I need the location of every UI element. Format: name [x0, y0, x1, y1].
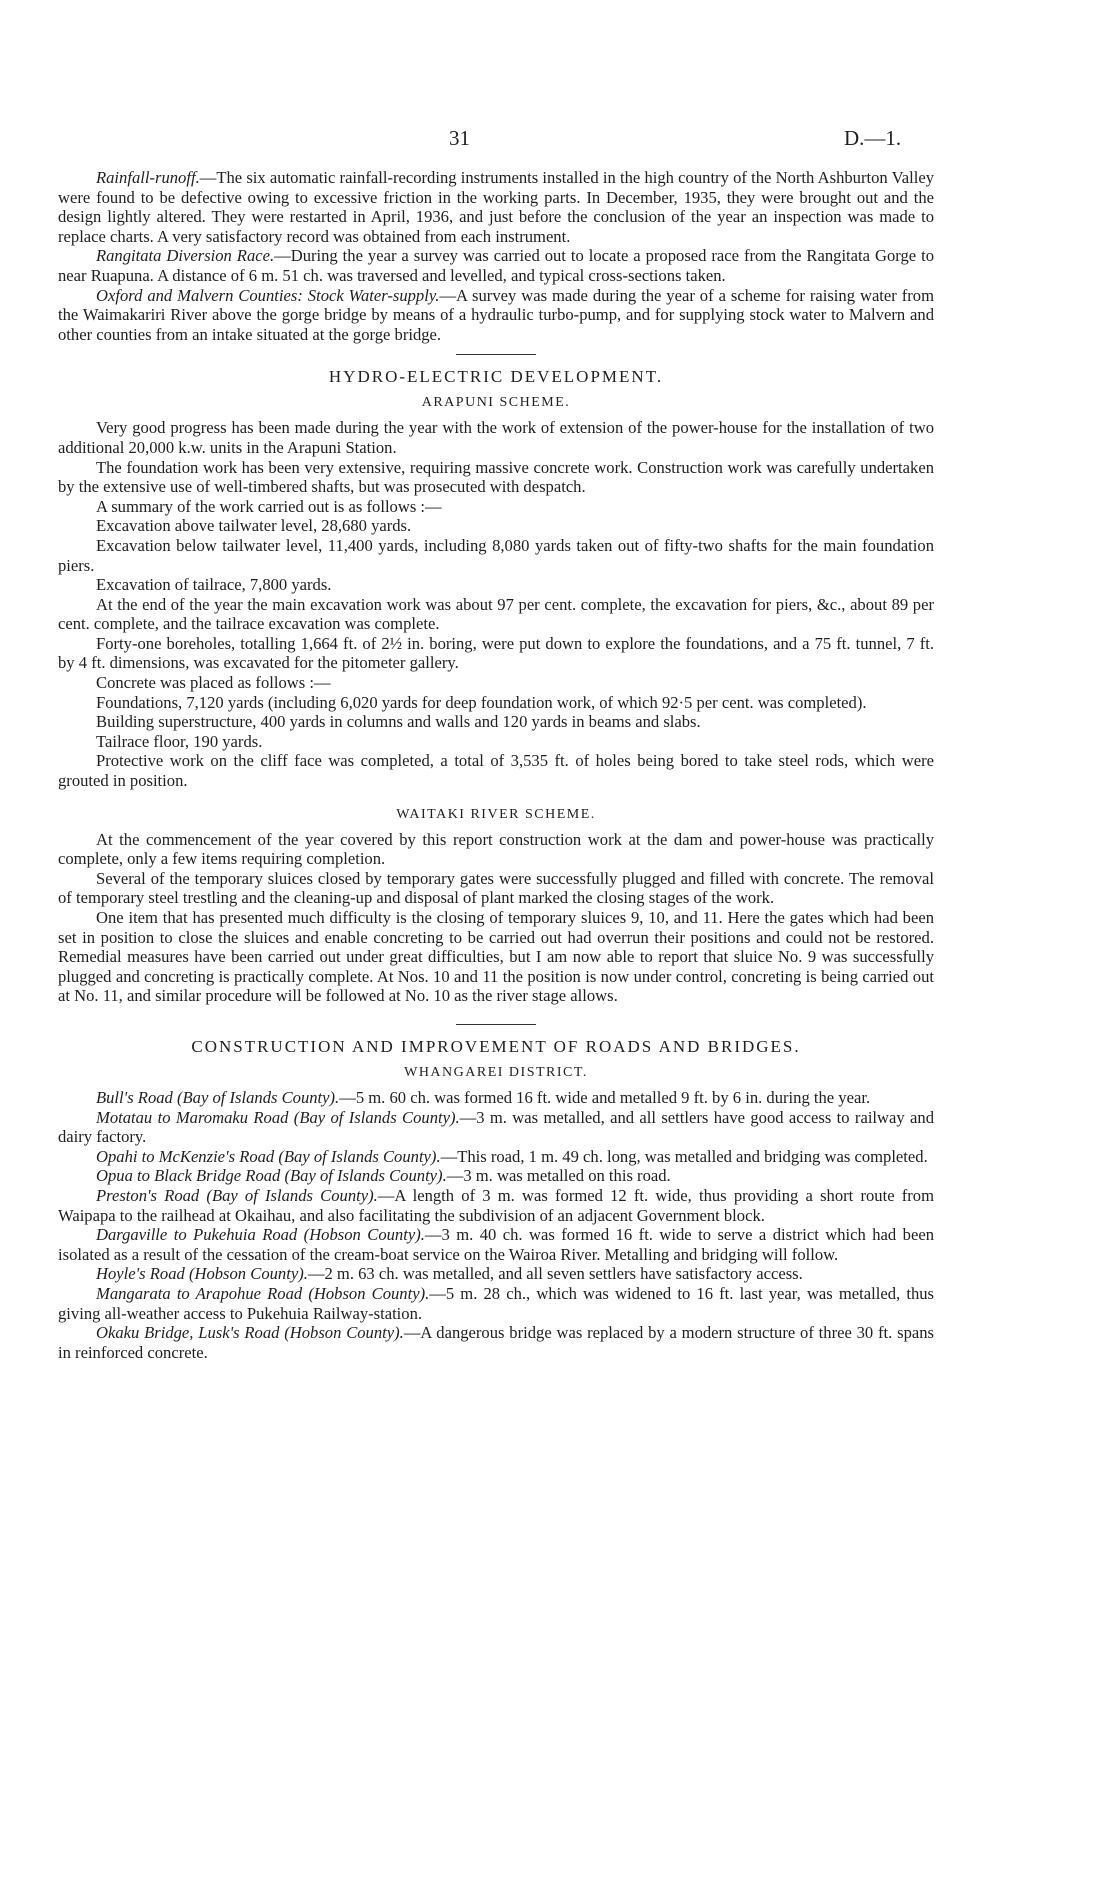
paragraph: Excavation below tailwater level, 11,400 yards, including 8,080 yards taken out of fifty-two shafts for the main foundation piers.: [58, 535, 934, 575]
paragraph: Building superstructure, 400 yards in columns and walls and 120 yards in beams and slabs.: [96, 712, 701, 732]
paragraph-text: —A survey was made during the year of a scheme for raising water from the Waimakariri River above the gorge bridge by means of a hydraulic turbo-pump, and for supplying stock water to Malvern and other counties from an intake situated at the gorge bridge.: [58, 285, 934, 344]
entry-heading: Okaku Bridge, Lusk's Road (Hobson County).: [96, 1323, 404, 1343]
subsection-title: ARAPUNI SCHEME.: [421, 395, 571, 411]
entry-text: —A dangerous bridge was replaced by a modern structure of three 30 ft. spans in reinforced concrete.: [58, 1323, 934, 1362]
paragraph: Excavation of tailrace, 7,800 yards.: [96, 575, 332, 595]
section-title: CONSTRUCTION AND IMPROVEMENT OF ROADS AND BRIDGES.: [191, 1036, 801, 1056]
road-entry: [58, 1284, 934, 1323]
paragraph: Excavation above tailwater level, 28,680 yards.: [96, 516, 412, 536]
intro-section: [58, 168, 934, 344]
section-title: HYDRO-ELECTRIC DEVELOPMENT.: [328, 367, 664, 387]
roads-section: [58, 1037, 934, 1362]
paragraph: One item that has presented much difficulty is the closing of temporary sluices 9, 10, and 11. Here the gates which had been set in position to close the sluices and enable concreting to be carried out had overrun their positions and could not be restored. Remedial measures have been carried out under great difficulties, but I am now able to report that sluice No. 9 was successfully plugged and concreting is practically complete. At Nos. 10 and 11 the position is now under control, concreting is being carried out at No. 11, and similar procedure will be followed at No. 10 as the river stage allows.: [58, 908, 934, 1006]
document-reference: D.—1.: [844, 126, 902, 150]
paragraph: [58, 246, 934, 285]
paragraph: Concrete was placed as follows :—: [96, 673, 331, 693]
entry-text: —2 m. 63 ch. was metalled, and all seven settlers have satisfactory access.: [307, 1264, 803, 1284]
road-entry: [58, 1147, 934, 1167]
page-number: 31: [449, 126, 470, 150]
hydro-section: [58, 367, 934, 1006]
paragraph-heading: Oxford and Malvern Counties: Stock Water-supply.: [96, 285, 440, 305]
entry-heading: Bull's Road (Bay of Islands County).: [96, 1087, 340, 1107]
entry-heading: Motatau to Maromaku Road (Bay of Islands County).: [96, 1107, 460, 1127]
road-entry: [58, 1264, 934, 1284]
paragraph: Very good progress has been made during the year with the work of extension of the power-house for the installation of two additional 20,000 k.w. units in the Arapuni Station.: [58, 418, 934, 457]
road-entry: [58, 1323, 934, 1362]
road-entry: [58, 1186, 934, 1225]
entry-heading: Dargaville to Pukehuia Road (Hobson County).: [96, 1225, 425, 1245]
paragraph: At the end of the year the main excavation work was about 97 per cent. complete, the excavation for piers, &c., about 89 per cent. complete, and the tailrace excavation was complete.: [58, 594, 934, 634]
entry-text: —A length of 3 m. was formed 12 ft. wide, thus providing a short route from Waipapa to the railhead at Okaihau, and also facilitating the subdivision of an adjacent Government block.: [58, 1185, 935, 1225]
entry-heading: Preston's Road (Bay of Islands County).: [96, 1185, 378, 1205]
entry-heading: Mangarata to Arapohue Road (Hobson County).: [96, 1283, 430, 1303]
paragraph-text: —The six automatic rainfall-recording instruments installed in the high country of the North Ashburton Valley were found to be defective owing to excessive friction in the working parts. In December, 1935, they were brought out and the design lightly altered. They were restarted in April, 1936, and just before the conclusion of the year an inspection was made to replace charts. A very satisfactory record was obtained from each instrument.: [58, 168, 934, 246]
paragraph: Tailrace floor, 190 yards.: [96, 731, 263, 751]
paragraph-text: —During the year a survey was carried out to locate a proposed race from the Rangitata Gorge to near Ruapuna. A distance of 6 m. 51 ch. was traversed and levelled, and typical cross-sections taken.: [58, 246, 934, 285]
entry-heading: Opahi to McKenzie's Road (Bay of Islands County).: [96, 1146, 441, 1166]
subsection-title: WHANGAREI DISTRICT.: [404, 1064, 588, 1080]
entry-text: —This road, 1 m. 49 ch. long, was metalled and bridging was completed.: [440, 1146, 928, 1166]
road-entry: [58, 1225, 934, 1264]
paragraph: At the commencement of the year covered by this report construction work at the dam and power-house was practically complete, only a few items requiring completion.: [58, 829, 934, 869]
entry-text: —3 m. was metalled, and all settlers have good access to railway and dairy factory.: [58, 1107, 934, 1147]
paragraph: [58, 168, 934, 246]
entry-heading: Opua to Black Bridge Road (Bay of Islands County).: [96, 1166, 447, 1186]
paragraph: A summary of the work carried out is as follows :—: [96, 496, 442, 516]
entry-text: —3 m. 40 ch. was formed 16 ft. wide to serve a district which had been isolated as a result of the cessation of the cream-boat service on the Wairoa River. Metalling and bridging will follow.: [58, 1225, 934, 1264]
section-divider: [456, 354, 536, 355]
paragraph: Protective work on the cliff face was completed, a total of 3,535 ft. of holes being bored to take steel rods, which were grouted in position.: [58, 751, 934, 791]
entry-text: —3 m. was metalled on this road.: [446, 1166, 671, 1186]
paragraph: Forty-one boreholes, totalling 1,664 ft. of 2½ in. boring, were put down to explore the foundations, and a 75 ft. tunnel, 7 ft. by 4 ft. dimensions, was excavated for the pitometer gallery.: [58, 633, 934, 673]
paragraph: Foundations, 7,120 yards (including 6,020 yards for deep foundation work, of which 92·5 per cent. was completed).: [96, 692, 867, 712]
paragraph: The foundation work has been very extensive, requiring massive concrete work. Construction work was carefully undertaken by the extensive use of well-timbered shafts, but was prosecuted with despatch.: [58, 457, 934, 497]
subsection-title: WAITAKI RIVER SCHEME.: [396, 806, 596, 822]
road-entry: [58, 1166, 934, 1186]
entry-text: —5 m. 60 ch. was formed 16 ft. wide and metalled 9 ft. by 6 in. during the year.: [339, 1087, 871, 1107]
road-entry: [58, 1088, 934, 1108]
section-divider: [456, 1024, 536, 1025]
paragraph-heading: Rainfall-runoff.: [96, 168, 200, 187]
paragraph: Several of the temporary sluices closed by temporary gates were successfully plugged and filled with concrete. The removal of temporary steel trestling and the cleaning-up and disposal of plant marked the closing stages of the work.: [58, 868, 934, 908]
paragraph: [58, 286, 934, 345]
page-body: [58, 120, 934, 1362]
paragraph-heading: Rangitata Diversion Race.: [96, 246, 275, 266]
road-entry: [58, 1108, 934, 1147]
entry-heading: Hoyle's Road (Hobson County).: [96, 1264, 308, 1284]
entry-text: —5 m. 28 ch., which was widened to 16 ft. last year, was metalled, thus giving all-weather access to Pukehuia Railway-station.: [58, 1283, 934, 1323]
